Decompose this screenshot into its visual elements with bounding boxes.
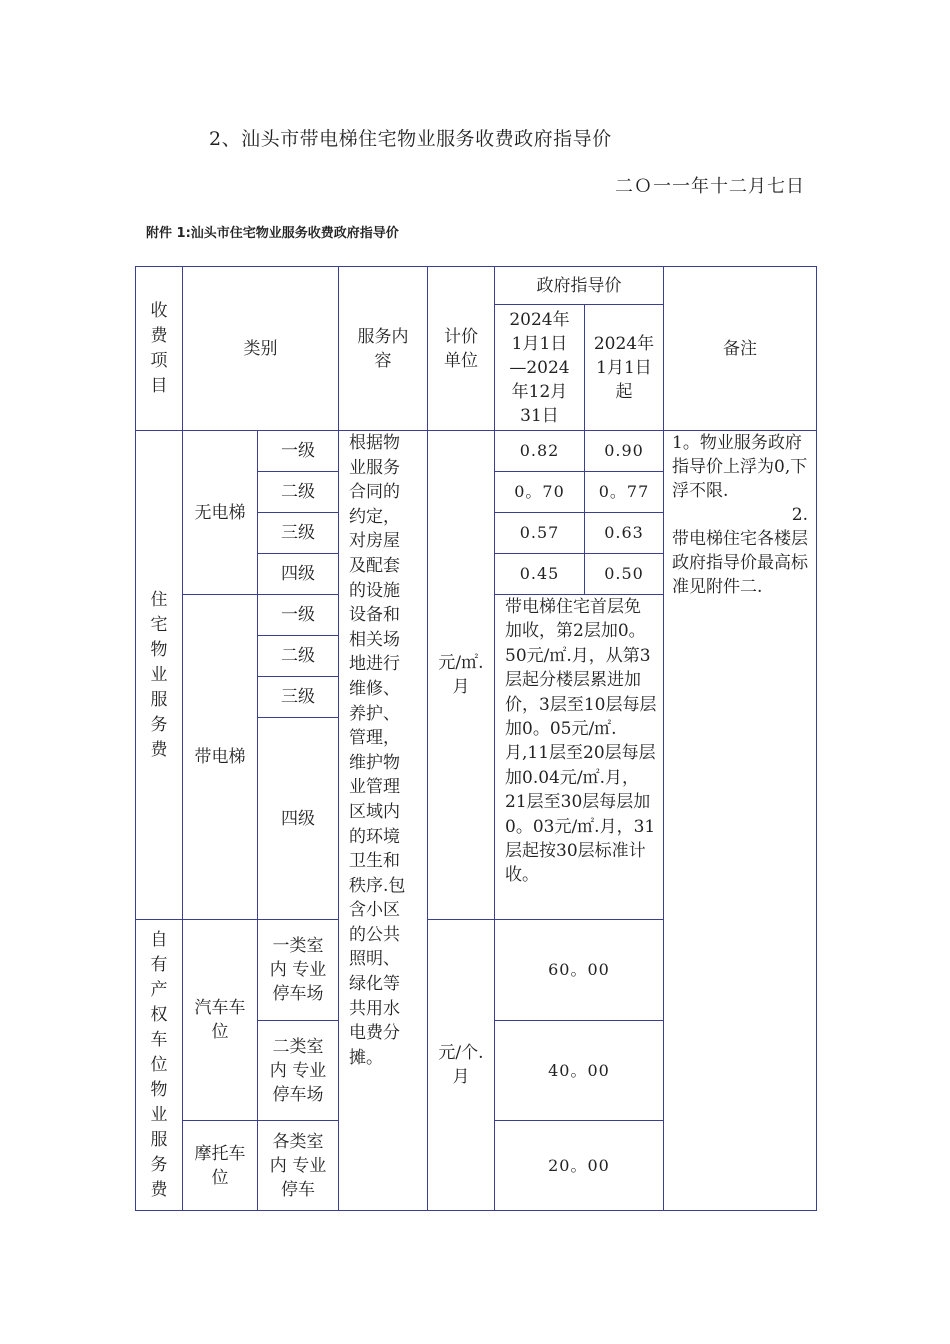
price-cell: 0。77 (585, 472, 664, 513)
residential-unit-cell: 元/㎡.月 (428, 431, 495, 920)
level-cell: 一级 (258, 431, 339, 472)
header-remarks: 备注 (664, 267, 817, 431)
level-cell: 四级 (258, 554, 339, 595)
price-cell: 0.63 (585, 513, 664, 554)
level-cell: 三级 (258, 513, 339, 554)
document-date: 二Ｏ一一年十二月七日 (615, 176, 805, 197)
elevator-note-cell: 带电梯住宅首层免加收，第2层加0。50元/㎡.月，从第3层起分楼层累进加价，3层至10层每层加0。05元/㎡.月,11层至20层每层加0.04元/㎡.月，21层至30层每层加0。03元/㎡.月，31层起按30层标准计收。 (495, 595, 664, 920)
parking-unit-cell: 元/个.月 (428, 920, 495, 1211)
price-cell: 0.90 (585, 431, 664, 472)
car-space-label: 汽车车位 (183, 920, 258, 1121)
price-cell: 0.45 (495, 554, 585, 595)
price-cell: 0.50 (585, 554, 664, 595)
parking-price-cell: 40。00 (495, 1021, 664, 1121)
residential-fee-label: 住宅物业服务费 (136, 431, 183, 920)
header-gov-price: 政府指导价 (495, 267, 664, 305)
level-cell: 三级 (258, 677, 339, 718)
parking-type-cell: 一类室内 专业停车场 (258, 920, 339, 1021)
header-service-content: 服务内容 (339, 267, 428, 431)
price-cell: 0.57 (495, 513, 585, 554)
parking-type-cell: 各类室内 专业停车 (258, 1121, 339, 1211)
price-cell: 0.82 (495, 431, 585, 472)
price-table (135, 266, 817, 1211)
remarks-cell: 1。物业服务政府指导价上浮为0,下浮不限. 2. 带电梯住宅各楼层政府指导价最高标准见附件二. (664, 431, 817, 1211)
level-cell: 二级 (258, 472, 339, 513)
level-cell: 二级 (258, 636, 339, 677)
parking-price-cell: 20。00 (495, 1121, 664, 1211)
header-fee-item: 收费项目 (136, 267, 183, 431)
moto-space-label: 摩托车位 (183, 1121, 258, 1211)
header-category: 类别 (183, 267, 339, 431)
service-content-cell: 根据物业服务合同的约定，对房屋及配套的设施设备和相关场地进行维修、养护、管理，维护物业管理区域内的环境卫生和秩序.包含小区的公共照明、绿化等共用水电费分摊。 (339, 431, 428, 1211)
level-cell: 四级 (258, 718, 339, 920)
header-period-1: 2024年1月1日—2024年12月31日 (495, 305, 585, 431)
parking-price-cell: 60。00 (495, 920, 664, 1021)
price-cell: 0。70 (495, 472, 585, 513)
parking-fee-label: 自有产权车位物业服务费 (136, 920, 183, 1211)
header-period-2: 2024年1月1日起 (585, 305, 664, 431)
page-heading: 2、汕头市带电梯住宅物业服务收费政府指导价 (209, 128, 612, 150)
level-cell: 一级 (258, 595, 339, 636)
parking-type-cell: 二类室内 专业停车场 (258, 1021, 339, 1121)
no-elevator-label: 无电梯 (183, 431, 258, 595)
with-elevator-label: 带电梯 (183, 595, 258, 920)
annex-title: 附件 1:汕头市住宅物业服务收费政府指导价 (146, 226, 399, 241)
header-unit: 计价单位 (428, 267, 495, 431)
